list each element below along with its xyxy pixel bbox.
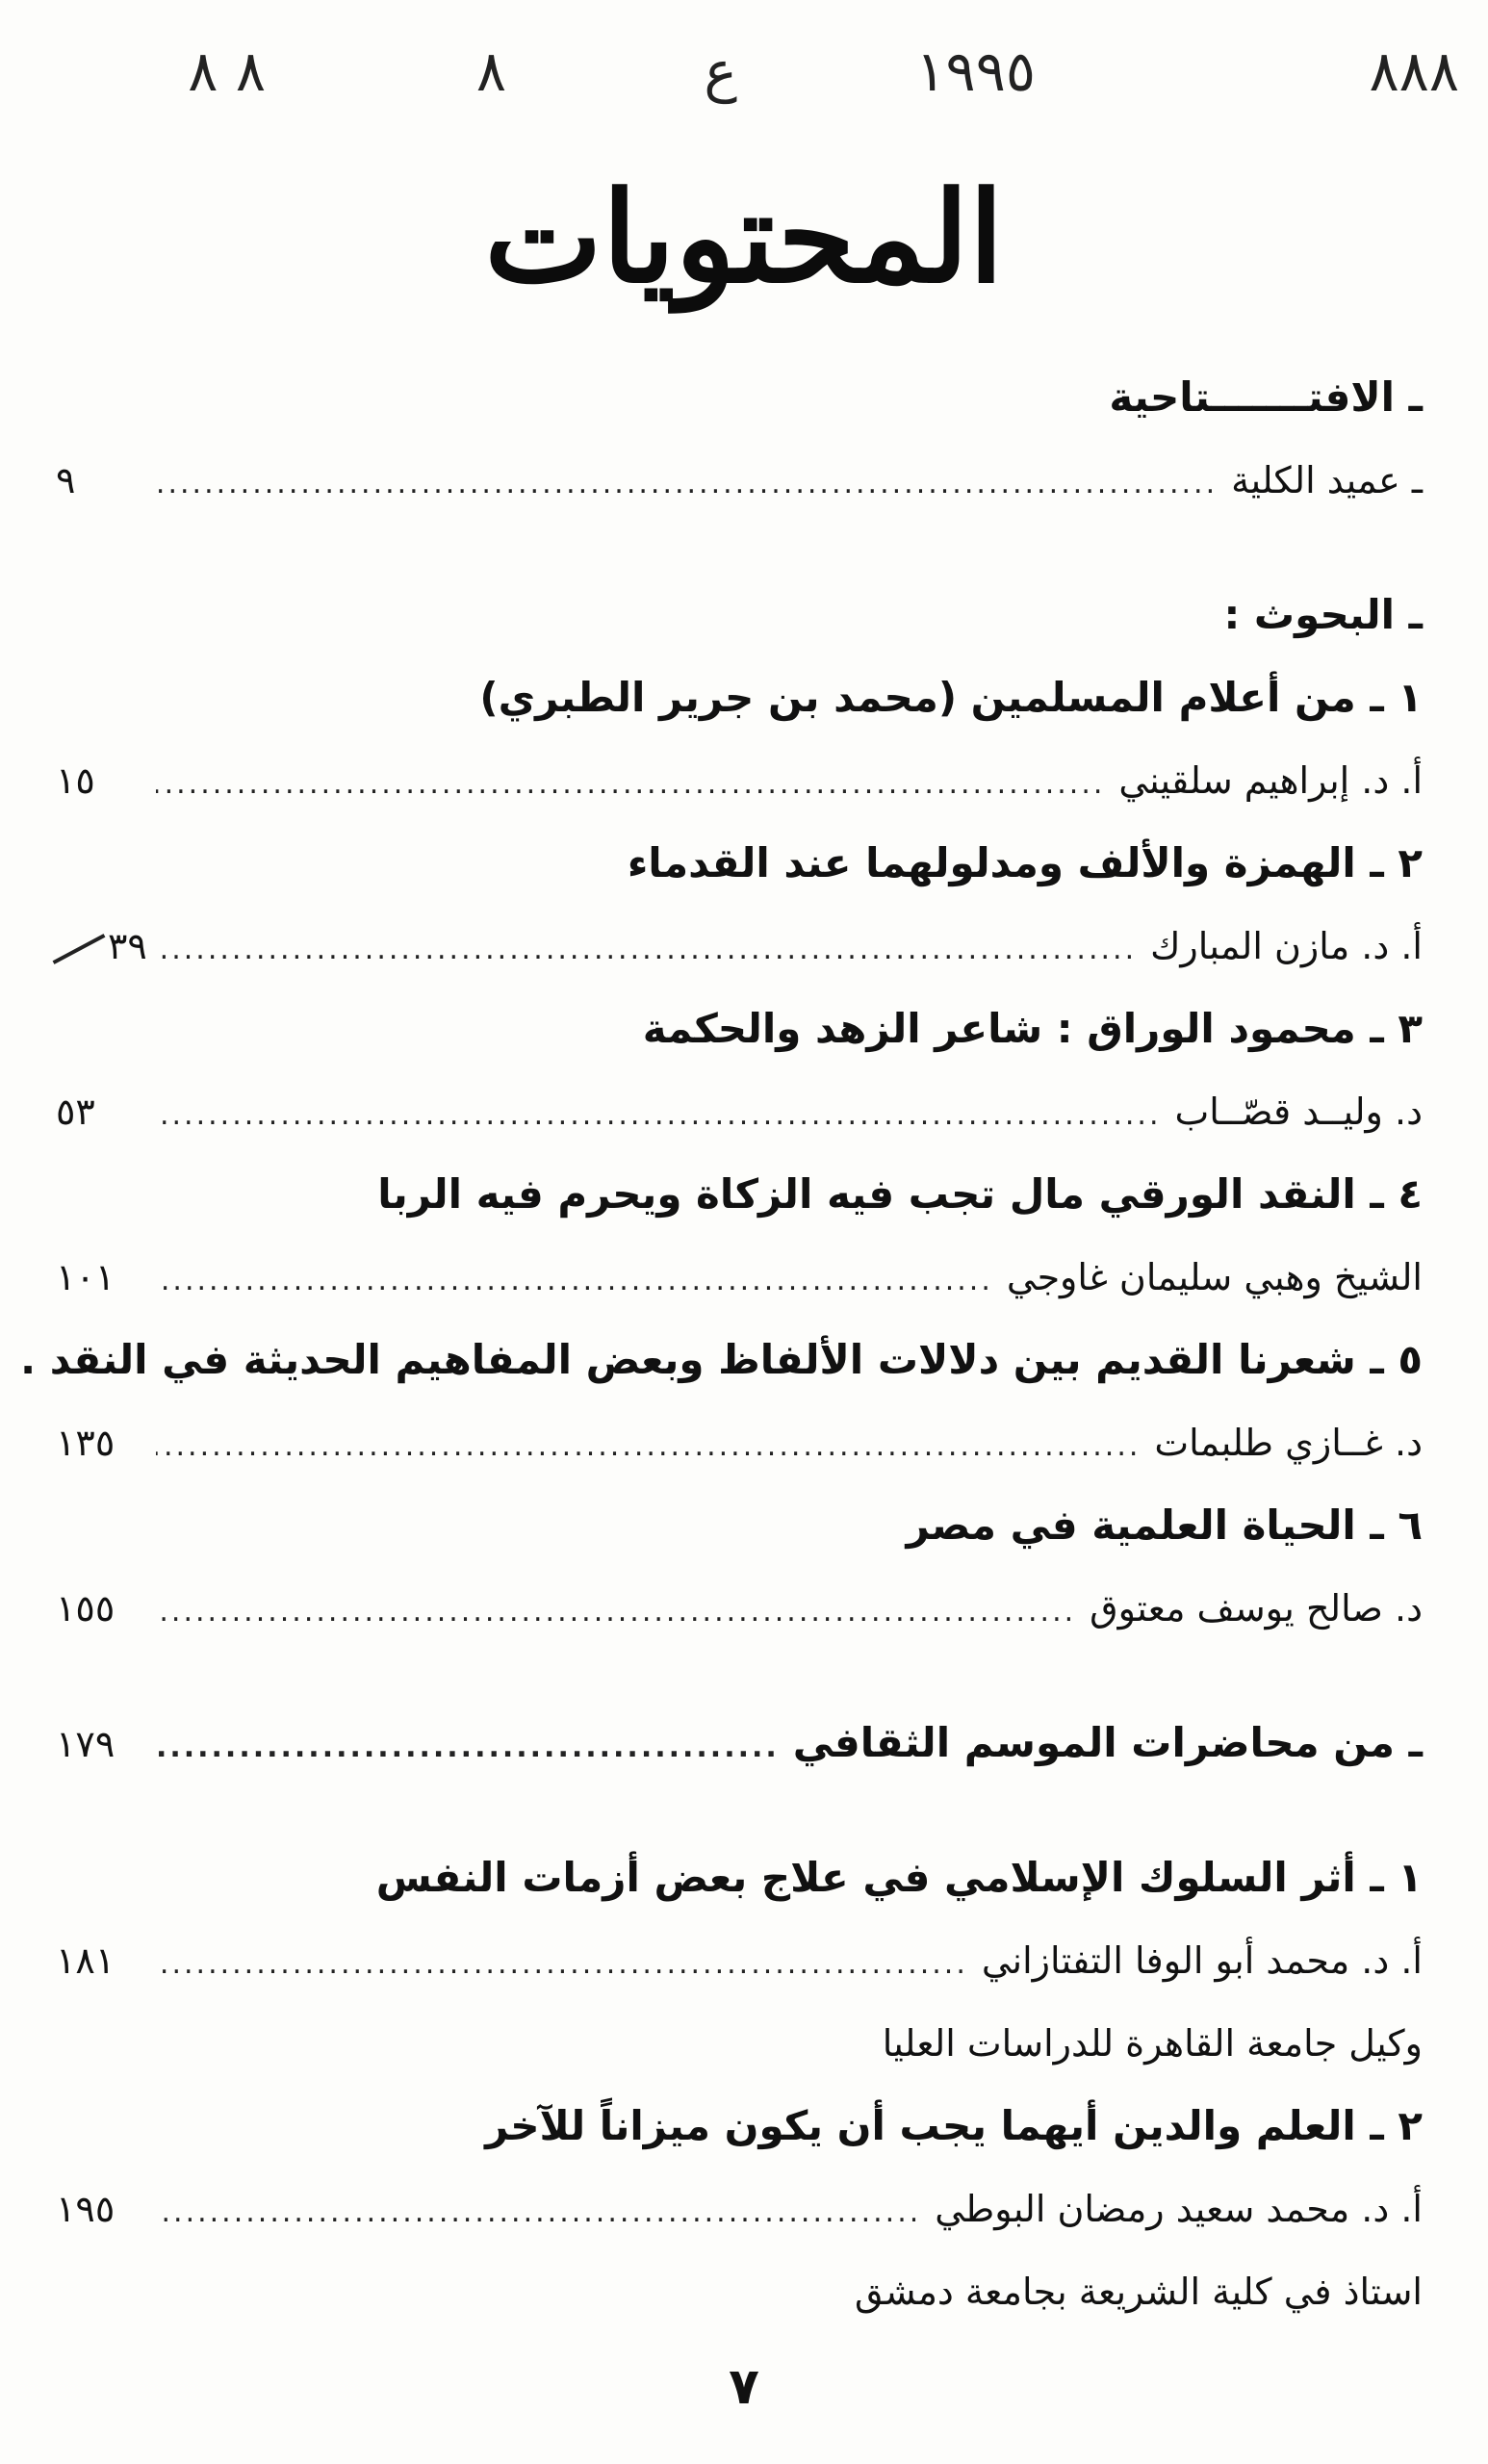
- toc-page-number: [56, 439, 142, 522]
- dot-leader: [156, 1240, 993, 1322]
- toc-heading: ١ ـ أثر السلوك الإسلامي في علاج بعض أزمات النفس: [375, 1854, 1423, 1901]
- dot-leader: [156, 2171, 921, 2254]
- toc-heading: ٦ ـ الحياة العلمية في مصر: [906, 1502, 1423, 1549]
- toc-heading: ٢ ـ الهمزة والألف ومدلولهما عند القدماء: [627, 839, 1423, 886]
- toc-page-number-value: ١٥: [56, 759, 95, 802]
- handwritten-note-4: ٨: [475, 38, 506, 104]
- toc-page-number-value: ١٠١: [56, 1256, 115, 1298]
- toc-heading: ٢ ـ العلم والدين أيهما يجب أن يكون ميزاناً للآخر: [485, 2102, 1423, 2149]
- toc-author: ـ عميد الكلية: [1231, 459, 1423, 501]
- toc-affiliation: وكيل جامعة القاهرة للدراسات العليا: [882, 2022, 1423, 2065]
- toc-page-number: [56, 905, 147, 988]
- dot-leader: [156, 1571, 1076, 1654]
- toc-note-row: [56, 2002, 1423, 2085]
- toc-author: د. وليــد قصّــاب: [1174, 1091, 1423, 1133]
- toc-heading-row: [56, 1702, 1423, 1784]
- toc-heading-row: [56, 1484, 1423, 1567]
- toc-author-row: [56, 1567, 1423, 1650]
- dot-leader: [156, 1923, 968, 2006]
- page-title: المحتويات: [484, 164, 1004, 311]
- toc-page-number: [56, 1919, 142, 2002]
- handwritten-note-3: ع: [704, 38, 737, 104]
- toc-heading: ـ من محاضرات الموسم الثقافي: [792, 1719, 1423, 1766]
- toc-author-row: [56, 739, 1423, 822]
- toc-page-number: [56, 1401, 142, 1484]
- toc-page-number-value: ١٥٥: [56, 1587, 115, 1630]
- toc-heading: ٤ ـ النقد الورقي مال تجب فيه الزكاة ويحرم فيه الربا: [377, 1170, 1423, 1218]
- dot-leader: [156, 1074, 1161, 1157]
- toc-heading-row: [56, 356, 1423, 439]
- toc-page-number: [56, 1703, 142, 1785]
- toc-page-number: [56, 1567, 142, 1650]
- toc-author: أ. د. محمد سعيد رمضان البوطي: [935, 2188, 1423, 2230]
- toc-heading: ١ ـ من أعلام المسلمين (محمد بن جرير الطبري): [479, 674, 1423, 721]
- toc-page-number: [56, 1070, 142, 1153]
- dot-leader: [156, 743, 1105, 826]
- dot-leader: [156, 443, 1218, 526]
- toc-heading-row: [56, 988, 1423, 1070]
- toc-heading-row: [20, 1319, 1423, 1401]
- toc-heading: ٣ ـ محمود الوراق : شاعر الزهد والحكمة: [642, 1005, 1423, 1052]
- toc-author: د. غــازي طلبمات: [1154, 1422, 1423, 1464]
- toc-author-row: [56, 1236, 1423, 1319]
- handwritten-note-1: ٨٨٨: [1369, 38, 1459, 104]
- toc-page-number-value: ١٨١: [56, 1939, 115, 1982]
- toc-author-row: [56, 1919, 1423, 2002]
- handwritten-note-5: ٨ ٨: [188, 38, 266, 104]
- toc-note-row: [56, 2250, 1423, 2333]
- toc-page-number-value: ٩: [56, 459, 76, 501]
- toc-page-number-value: ١٣٥: [56, 1422, 115, 1464]
- toc-spacer: [56, 1784, 1423, 1836]
- toc-heading-row: [56, 822, 1423, 905]
- toc-author: أ. د. إبراهيم سلقيني: [1118, 759, 1423, 802]
- toc-heading-row: [56, 1836, 1423, 1919]
- dot-leader: [156, 1405, 1141, 1488]
- toc-spacer: [56, 1650, 1423, 1702]
- toc-author-row: [56, 1401, 1423, 1484]
- toc-author-row: [56, 439, 1423, 522]
- toc-heading: ـ الافتـــــــتاحية: [1109, 373, 1423, 421]
- toc-page-number: [56, 2168, 142, 2250]
- toc-heading-row: [56, 656, 1423, 739]
- toc-author: أ. د. محمد أبو الوفا التفتازاني: [981, 1939, 1423, 1982]
- toc-heading-row: [56, 1153, 1423, 1236]
- toc-author: أ. د. مازن المبارك: [1150, 925, 1423, 967]
- table-of-contents: [20, 356, 1423, 2333]
- toc-page-number: [56, 1236, 142, 1319]
- toc-spacer: [56, 522, 1423, 574]
- pen-mark-icon: [53, 934, 106, 964]
- toc-author-row: [56, 905, 1423, 988]
- toc-author-row: [56, 1070, 1423, 1153]
- toc-author: الشيخ وهبي سليمان غاوجي: [1006, 1256, 1423, 1298]
- dot-leader: [156, 1707, 780, 1789]
- toc-author-row: [56, 2168, 1423, 2250]
- toc-heading: ـ البحوث :: [1223, 591, 1423, 638]
- toc-affiliation: استاذ في كلية الشريعة بجامعة دمشق: [854, 2271, 1423, 2313]
- handwritten-note-2: ١٩٩٥: [915, 38, 1036, 104]
- dot-leader: [161, 909, 1137, 991]
- page-number: ٧: [729, 2358, 759, 2416]
- toc-page-number-value: ٥٣: [56, 1091, 95, 1133]
- toc-heading-row: [56, 574, 1423, 656]
- toc-page-number: [56, 739, 142, 822]
- toc-heading-row: [56, 2085, 1423, 2168]
- toc-author: د. صالح يوسف معتوق: [1090, 1587, 1423, 1630]
- toc-page-number-value: ١٧٩: [56, 1723, 115, 1765]
- toc-heading: ٥ ـ شعرنا القديم بين دلالات الألفاظ وبعض المفاهيم الحديثة في النقد .: [20, 1336, 1423, 1383]
- toc-page-number-value: ٣٩: [108, 925, 147, 967]
- toc-page-number-value: ١٩٥: [56, 2188, 115, 2230]
